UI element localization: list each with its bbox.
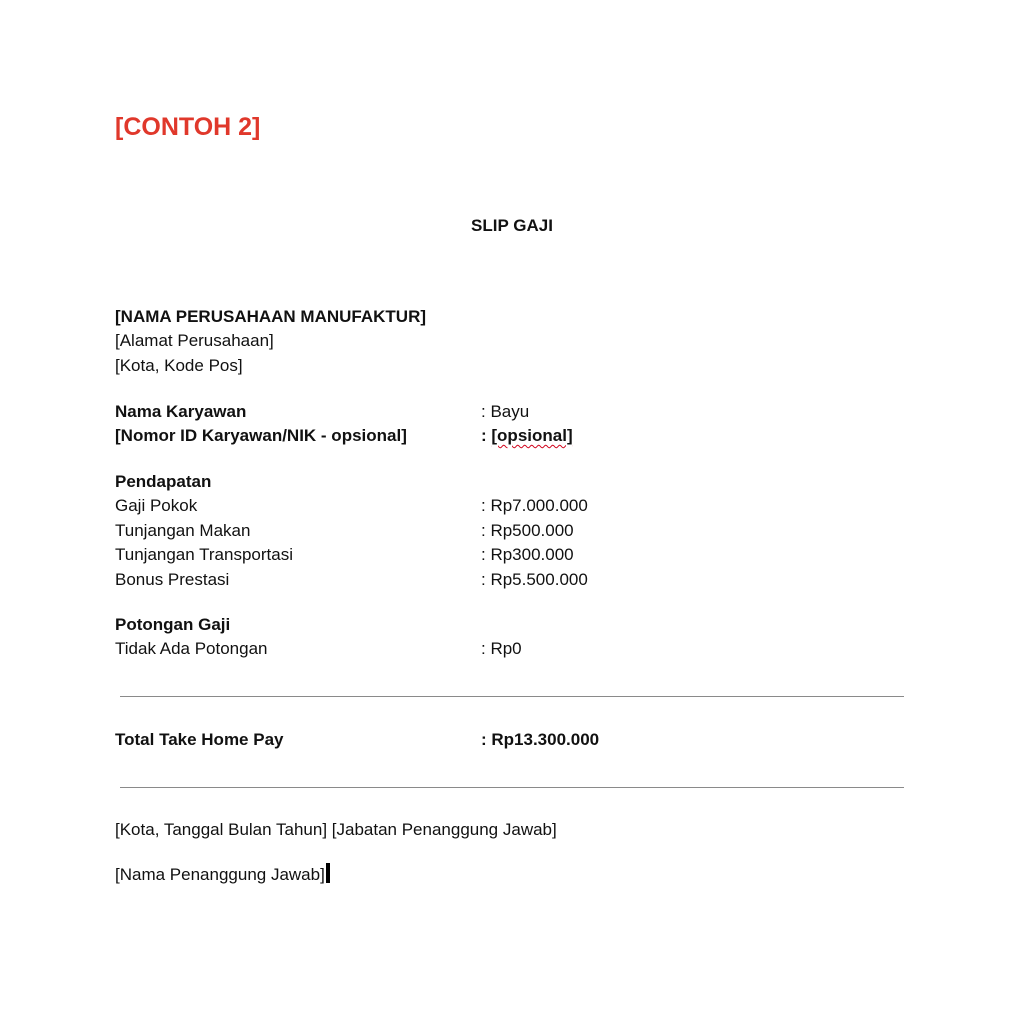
total-label: Total Take Home Pay (115, 730, 284, 749)
income-item-value: : Rp5.500.000 (481, 570, 588, 589)
text-cursor (326, 863, 330, 883)
deduction-item-value: : Rp0 (481, 639, 522, 658)
company-name: [NAMA PERUSAHAAN MANUFAKTUR] (115, 307, 427, 326)
company-city-postal: [Kota, Kode Pos] (115, 356, 243, 375)
employee-id-value: [opsional] (491, 426, 573, 445)
income-item-label: Gaji Pokok (115, 496, 198, 515)
divider-line (120, 696, 904, 697)
income-item-value: : Rp300.000 (481, 545, 574, 564)
total-value: : Rp13.300.000 (481, 730, 600, 749)
income-item-label: Tunjangan Transportasi (115, 545, 293, 564)
example-heading: [CONTOH 2] (115, 113, 261, 141)
income-item-label: Bonus Prestasi (115, 570, 230, 589)
divider-line (120, 787, 904, 788)
place-date-position: [Kota, Tanggal Bulan Tahun] [Jabatan Penanggung Jawab] (115, 820, 557, 839)
employee-name-value: : Bayu (481, 402, 530, 421)
income-item-value: : Rp7.000.000 (481, 496, 588, 515)
signatory-row[interactable] (115, 863, 330, 887)
document-title: SLIP GAJI (471, 216, 553, 235)
deductions-heading: Potongan Gaji (115, 615, 231, 634)
employee-id-value-row (481, 424, 573, 448)
signatory-name: [Nama Penanggung Jawab] (115, 865, 325, 884)
employee-name-label: Nama Karyawan (115, 402, 247, 421)
employee-id-colon: : (481, 426, 492, 445)
income-heading: Pendapatan (115, 472, 212, 491)
income-item-label: Tunjangan Makan (115, 521, 251, 540)
employee-id-label: [Nomor ID Karyawan/NIK - opsional] (115, 426, 407, 445)
company-address: [Alamat Perusahaan] (115, 331, 274, 350)
deduction-item-label: Tidak Ada Potongan (115, 639, 268, 658)
income-item-value: : Rp500.000 (481, 521, 574, 540)
